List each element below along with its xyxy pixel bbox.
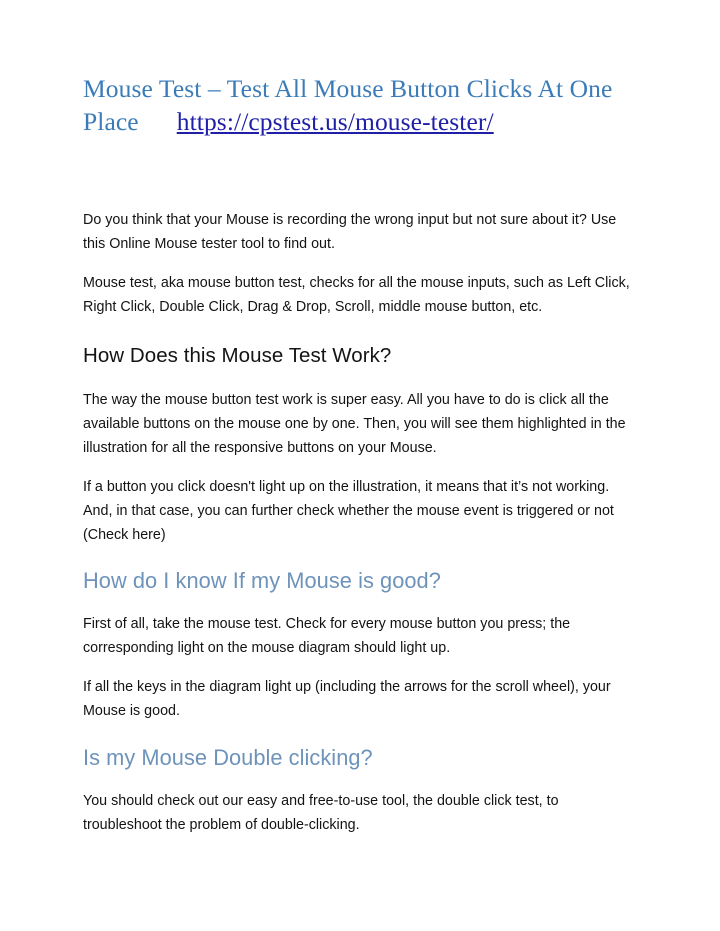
page-title (83, 72, 631, 138)
spacer-8 (83, 723, 631, 744)
spacer-4 (83, 460, 631, 475)
paragraph-intro: Do you think that your Mouse is recording the wrong input but not sure about it? Use this Online Mouse tester tool to find out. (83, 212, 617, 252)
spacer-3 (83, 369, 631, 388)
spacer-6 (83, 595, 631, 612)
heading-double-clicking: Is my Mouse Double clicking? (83, 745, 373, 770)
paragraph-take-the-test: First of all, take the mouse test. Check for every mouse button you press; the corresponding light on the mouse diagram should light up. (83, 616, 571, 656)
paragraph-how-it-works: The way the mouse button test work is super easy. All you have to do is click all the available buttons on the mouse one by one. Then, you will see them highlighted in the illustration for all the responsive buttons on your Mouse. (83, 392, 626, 456)
spacer-after-title (83, 138, 631, 208)
spacer-9 (83, 772, 631, 789)
spacer-1 (83, 256, 631, 271)
spacer-7 (83, 660, 631, 675)
paragraph-double-click-test: You should check out our easy and free-to-use tool, the double click test, to troubleshoot the problem of double-clicking. (83, 793, 559, 833)
spacer-5 (83, 547, 631, 567)
heading-is-mouse-good: How do I know If my Mouse is good? (83, 568, 441, 593)
paragraph-not-working: If a button you click doesn't light up on the illustration, it means that it’s not working. And, in that case, you can further check whether the mouse event is triggered or not (Check here) (83, 479, 614, 543)
paragraph-mouse-inputs: Mouse test, aka mouse button test, checks for all the mouse inputs, such as Left Click, Right Click, Double Click, Drag & Drop, Scroll, middle mouse button, etc. (83, 275, 630, 315)
page-title-link[interactable]: https://cpstest.us/mouse-tester/ (176, 107, 494, 136)
spacer-2 (83, 319, 631, 342)
heading-how-does-it-work: How Does this Mouse Test Work? (83, 344, 392, 367)
page-title-text: Mouse Test – Test All Mouse Button Clicks At One Place (83, 74, 613, 136)
document-content (83, 72, 631, 837)
paragraph-all-keys-light-up: If all the keys in the diagram light up (including the arrows for the scroll wheel), your Mouse is good. (83, 679, 611, 719)
